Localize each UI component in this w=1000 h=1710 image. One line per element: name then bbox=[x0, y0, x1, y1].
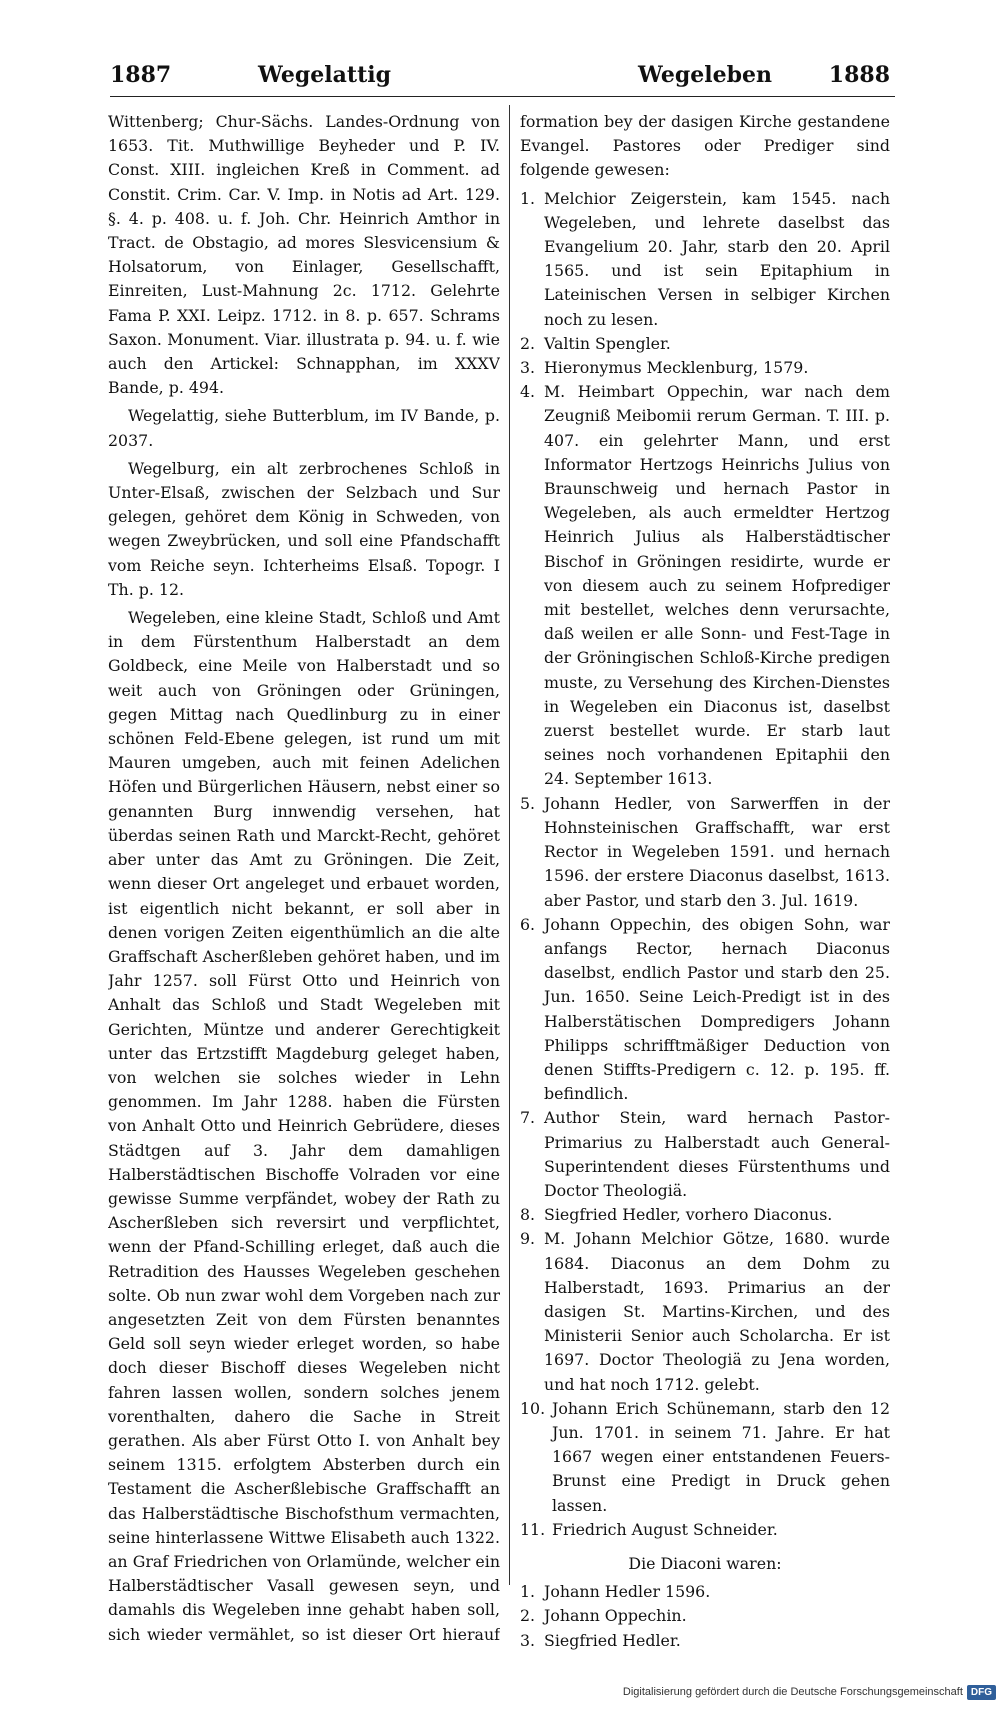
diaconus-item bbox=[520, 1604, 890, 1628]
pastor-item bbox=[520, 792, 890, 913]
item-number: 4. bbox=[520, 382, 536, 402]
pastor-item bbox=[520, 1397, 890, 1518]
item-text: Johann Oppechin, des obigen Sohn, war anfangs Rector, hernach Diaconus daselbst, endlich Pastor und starb den 25. Jun. 1650. Seine Leich-Predigt ist in des Halberstätischen Dompredigers Johann Philipps schrifftmäßiger Deduction von denen Stiffts-Predigern c. 12. p. 195. ff. befindlich. bbox=[544, 914, 890, 1104]
pastor-item bbox=[520, 1518, 890, 1542]
guideword-left: Wegelattig bbox=[258, 62, 391, 88]
item-text: Siegfried Hedler. bbox=[544, 1630, 681, 1650]
item-text: Johann Hedler 1596. bbox=[544, 1582, 711, 1602]
entry-wegelburg: Wegelburg, ein alt zerbrochenes Schloß in Unter-Elsaß, zwischen der Selzbach und Sur gelegen, gehöret dem König in Schweden, von wegen Zweybrücken, und soll eine Pfandschafft vom Reiche seyn. Ichterheims Elsaß. Topogr. I Th. p. 12. bbox=[108, 458, 500, 599]
section-heading: Die Diaconi waren: bbox=[628, 1553, 782, 1573]
pastor-item bbox=[520, 187, 890, 332]
left-column bbox=[108, 110, 500, 1650]
item-text: Johann Erich Schünemann, starb den 12 Jun. 1701. in seinem 71. Jahre. Er hat 1667 wegen einer entstandenen Feuers-Brunst eine Predigt in Druck gehen lassen. bbox=[552, 1398, 890, 1515]
entry-wegeleben: Wegeleben, eine kleine Stadt, Schloß und Amt in dem Fürstenthum Halberstadt an dem Goldbeck, eine Meile von Halberstadt und so weit auch von Gröningen oder Grüningen, gegen Mittag nach Quedlinburg zu in einer schönen Feld-Ebene gelegen, ist rund um mit Mauren umgeben, auch mit feinen Adelichen Höfen und Bürgerlichen Häusern, nebst einer so genannten Burg innwendig versehen, hat überdas seinen Rath und Marckt-Recht, gehöret aber unter das Amt zu Gröningen. Die Zeit, wenn dieser Ort angeleget und erbauet worden, ist eigentlich nicht bekannt, er soll aber in denen vorigen Zeiten eigenthümlich an die alte Graffschaft Ascherßleben gehöret haben, und im Jahr 1257. soll Fürst Otto und Heinrich von Anhalt das Schloß und Stadt Wegeleben mit Gerichten, Müntze und anderer Gerechtigkeit unter das Ertzstifft Magdeburg geleget haben, von welchen sie solches wieder in Lehn genommen. Im Jahr 1288. haben die Fürsten von Anhalt Otto und Heinrich Gebrüdere, dieses Städtgen auf 3. Jahr dem damahligen Halberstädtischen Bischoffe Volraden vor eine gewisse Summe verpfändet, wobey der Rath zu Ascherßleben sich reversirt und verpflichtet, wenn der Pfand-Schilling erleget, daß auch die Retradition des Hausses Wegeleben geschehen solte. Ob nun zwar wohl dem Vorgeben nach zur angesetzten Zeit von dem Fürsten benanntes Geld soll seyn wieder erleget worden, so habe doch dieser Bischoff dieses Wegeleben nicht fahren lassen wollen, sondern solches jenem vorenthalten, dahero die Sache in Streit gerathen. Als aber Fürst Otto I. von Anhalt bey seinem 1315. erfolgtem Absterben durch ein Testament die Ascherßlebische Graffschafft an das Halberstädtische Bischofsthum vermachten, seine hinterlassene Wittwe Elisabeth auch 1322. an Graf Friedrichen von Orlamünde, welcher ein Halberstädtischer Vasall gewesen seyn, und damahls dis Wegeleben inne gehabt haben soll, sich wieder vermählet, so ist dieser Ort hierauf bbox=[108, 608, 500, 1644]
header-rule bbox=[110, 96, 895, 97]
item-text: Valtin Spengler. bbox=[544, 333, 671, 353]
entry-continuation: Wittenberg; Chur-Sächs. Landes-Ordnung von 1653. Tit. Muthwillige Beyheder und P. IV. Const. XIII. ingleichen Kreß in Comment. ad Constit. Crim. Car. V. Imp. in Notis ad Art. 129. §. 4. p. 408. u. f. Joh. Chr. Heinrich Amthor in Tract. de Obstagio, ad mores Slesvicensium & Holsatorum, von Einlager, Gesellschafft, Einreiten, Lust-Mahnung 2c. 1712. Gelehrte Fama P. XXI. Leipz. 1712. in 8. p. 657. Schrams Saxon. Monument. Viar. illustrata p. 94. u. f. wie auch den Artickel: Schnapphan, im XXXV Bande, p. 494. bbox=[108, 112, 500, 398]
diaconus-item bbox=[520, 1580, 890, 1604]
item-number: 6. bbox=[520, 914, 536, 934]
item-number: 2. bbox=[520, 1606, 536, 1626]
item-number: 3. bbox=[520, 1630, 536, 1650]
item-number: 2. bbox=[520, 333, 536, 353]
dfg-logo: DFG bbox=[967, 1685, 996, 1700]
column-divider bbox=[509, 105, 510, 1585]
item-text: Melchior Zeigerstein, kam 1545. nach Wegeleben, und lehrete daselbst das Evangelium 20. Jahr, starb den 20. April 1565. und ist sein Epitaphium in Lateinischen Versen in selbiger Kirchen noch zu lesen. bbox=[544, 188, 890, 329]
entry-continuation-right: formation bey der dasigen Kirche gestandene Evangel. Pastores oder Prediger sind folgende gewesen: bbox=[520, 112, 890, 180]
digitization-footer bbox=[520, 1681, 996, 1703]
item-number: 1. bbox=[520, 1582, 536, 1602]
page-number-left: 1887 bbox=[110, 62, 172, 88]
item-text: Friedrich August Schneider. bbox=[552, 1519, 778, 1539]
item-text: Hieronymus Mecklenburg, 1579. bbox=[544, 358, 809, 378]
pastor-item bbox=[520, 1203, 890, 1227]
item-number: 7. bbox=[520, 1108, 536, 1128]
item-number: 8. bbox=[520, 1205, 536, 1225]
item-text: M. Johann Melchior Götze, 1680. wurde 1684. Diaconus an dem Dohm zu Halberstadt, 1693. Primarius an der dasigen St. Martins-Kirchen, und des Ministerii Senior auch Scholarcha. Er ist 1697. Doctor Theologiä zu Jena worden, und hat noch 1712. gelebt. bbox=[544, 1229, 890, 1394]
footer-text: Digitalisierung gefördert durch die Deutsche Forschungsgemeinschaft bbox=[622, 1686, 963, 1698]
page-header bbox=[110, 62, 890, 96]
right-column bbox=[520, 110, 890, 1650]
pastor-item bbox=[520, 1106, 890, 1203]
item-text: Johann Hedler, von Sarwerffen in der Hohnsteinischen Graffschafft, war erst Rector in Wegeleben 1591. und hernach 1596. der erstere Diaconus daselbst, 1613. aber Pastor, und starb den 3. Jul. 1619. bbox=[544, 793, 890, 910]
pastor-item bbox=[520, 913, 890, 1107]
item-text: Johann Oppechin. bbox=[544, 1606, 687, 1626]
diaconus-item bbox=[520, 1629, 890, 1650]
item-text: M. Heimbart Oppechin, war nach dem Zeugniß Meibomii rerum German. T. III. p. 407. ein gelehrter Mann, und erst Informator Hertzogs Heinrichs Julius von Braunschweig und hernach Pastor in Wegeleben, als auch ermeldter Hertzog Heinrich Julius als Halberstädtischer Bischof in Gröningen residirte, wurde er von diesem auch zu seinem Hofprediger mit bestellet, welches denn verursachte, daß weilen er alle Sonn- und Fest-Tage in der Gröningischen Schloß-Kirche predigen muste, zu Versehung des Kirchen-Dienstes in Wegeleben ein Diaconus ist, daselbst zuerst bestellet wurde. Er starb laut seines noch vorhandenen Epitaphii den 24. September 1613. bbox=[544, 382, 890, 789]
page-number-right: 1888 bbox=[828, 62, 890, 88]
item-number: 5. bbox=[520, 793, 536, 813]
item-number: 10. bbox=[520, 1398, 546, 1418]
item-number: 1. bbox=[520, 188, 536, 208]
pastor-item bbox=[520, 332, 890, 356]
pastor-item bbox=[520, 1227, 890, 1396]
pastor-item bbox=[520, 380, 890, 791]
item-text: Author Stein, ward hernach Pastor-Primarius zu Halberstadt auch General-Superintendent dieses Fürstenthums und Doctor Theologiä. bbox=[544, 1108, 890, 1200]
entry-wegelattig: Wegelattig, siehe Butterblum, im IV Bande, p. 2037. bbox=[108, 406, 500, 450]
item-number: 11. bbox=[520, 1519, 546, 1539]
pastor-item bbox=[520, 356, 890, 380]
item-number: 9. bbox=[520, 1229, 536, 1249]
item-text: Siegfried Hedler, vorhero Diaconus. bbox=[544, 1205, 833, 1225]
item-number: 3. bbox=[520, 358, 536, 378]
guideword-right: Wegeleben bbox=[637, 62, 772, 88]
